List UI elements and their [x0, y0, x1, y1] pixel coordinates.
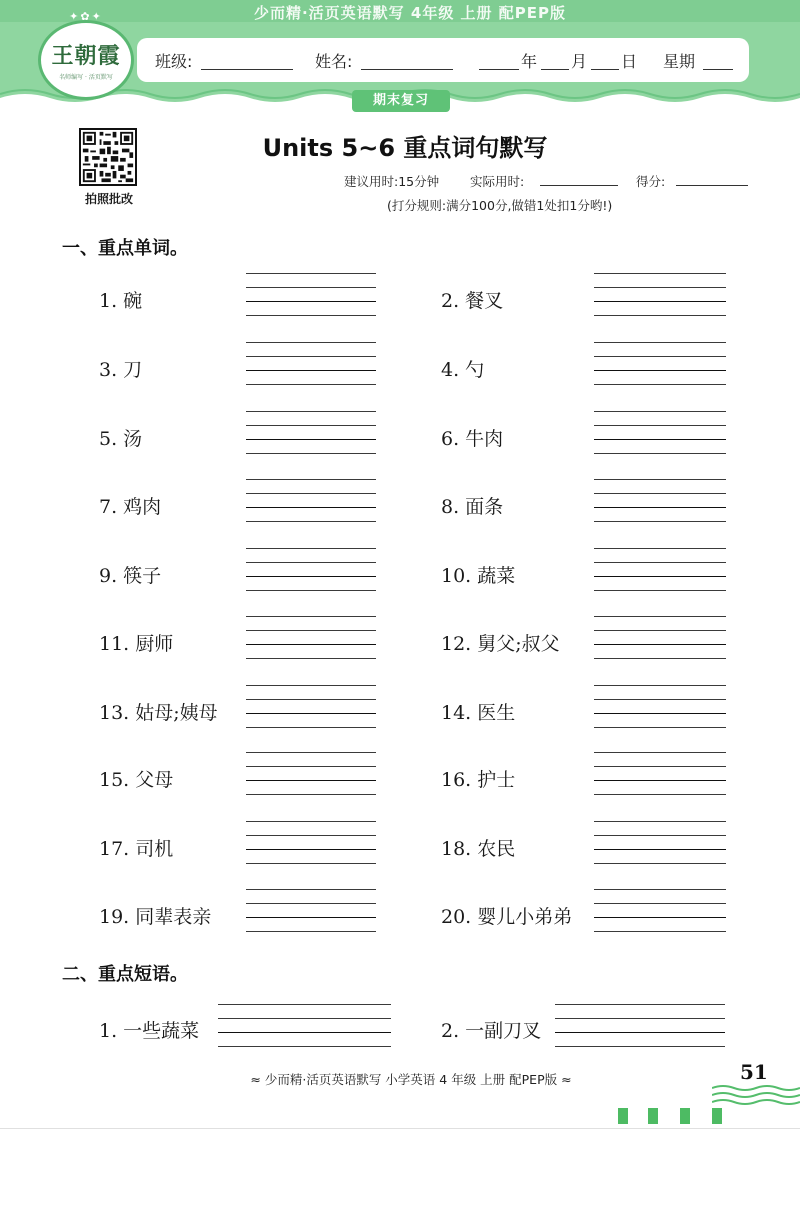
footer-divider: [0, 1128, 800, 1129]
answer-lines[interactable]: [594, 411, 726, 455]
year-field[interactable]: [479, 69, 519, 70]
answer-lines[interactable]: [246, 889, 376, 933]
word-prompt: 20. 婴儿小弟弟: [441, 906, 573, 928]
score-label: 得分:: [636, 174, 666, 189]
class-field[interactable]: [201, 69, 293, 70]
word-prompt: 18. 农民: [441, 838, 516, 860]
answer-lines[interactable]: [246, 685, 376, 729]
phrase-prompt: 1. 一些蔬菜: [99, 1020, 200, 1042]
footer-marker: [648, 1108, 658, 1124]
answer-lines[interactable]: [246, 273, 376, 317]
word-prompt: 8. 面条: [441, 496, 504, 518]
student-info-box: [137, 38, 749, 82]
week-label: 星期: [663, 52, 696, 71]
answer-lines[interactable]: [594, 616, 726, 660]
word-prompt: 12. 舅父;叔父: [441, 633, 560, 655]
word-prompt: 3. 刀: [99, 359, 143, 381]
word-prompt: 4. 勺: [441, 359, 485, 381]
word-prompt: 11. 厨师: [99, 633, 174, 655]
name-label: 姓名:: [315, 52, 353, 71]
month-field[interactable]: [541, 69, 569, 70]
section-tag: 期末复习: [352, 90, 450, 112]
week-field[interactable]: [703, 69, 733, 70]
answer-lines[interactable]: [594, 752, 726, 796]
answer-lines[interactable]: [218, 1004, 391, 1048]
answer-lines[interactable]: [246, 342, 376, 386]
score-field[interactable]: [676, 185, 748, 186]
answer-lines[interactable]: [594, 273, 726, 317]
section1-heading: 一、重点单词。: [62, 238, 188, 259]
actual-time-label: 实际用时:: [470, 174, 525, 189]
word-prompt: 15. 父母: [99, 769, 174, 791]
answer-lines[interactable]: [594, 342, 726, 386]
scoring-rule: (打分规则:满分100分,做错1处扣1分哟!): [387, 198, 613, 213]
word-prompt: 16. 护士: [441, 769, 516, 791]
answer-lines[interactable]: [594, 821, 726, 865]
section2-heading: 二、重点短语。: [62, 964, 188, 985]
word-prompt: 19. 同辈表亲: [99, 906, 212, 928]
footer-text: ≈ 少而精·活页英语默写 小学英语 4 年级 上册 配PEP版 ≈: [250, 1072, 572, 1087]
day-label: 日: [621, 52, 638, 71]
footer-marker: [680, 1108, 690, 1124]
crown-icon: ✦✿✦: [69, 10, 103, 23]
word-prompt: 13. 姑母;姨母: [99, 702, 218, 724]
logo-subtitle: 名师编写 · 活页默写: [59, 74, 113, 81]
footer-marker: [712, 1108, 722, 1124]
name-field[interactable]: [361, 69, 453, 70]
word-prompt: 5. 汤: [99, 428, 143, 450]
answer-lines[interactable]: [246, 548, 376, 592]
answer-lines[interactable]: [555, 1004, 725, 1048]
footer-wave-icon: [712, 1084, 800, 1106]
answer-lines[interactable]: [594, 479, 726, 523]
class-label: 班级:: [155, 52, 193, 71]
answer-lines[interactable]: [246, 752, 376, 796]
word-prompt: 9. 筷子: [99, 565, 162, 587]
page-title: Units 5~6 重点词句默写: [262, 134, 548, 162]
brand-logo: [38, 20, 134, 100]
footer-marker: [618, 1108, 628, 1124]
word-prompt: 14. 医生: [441, 702, 516, 724]
series-title: 少而精·活页英语默写 4年级 上册 配PEP版: [253, 4, 567, 22]
day-field[interactable]: [591, 69, 619, 70]
answer-lines[interactable]: [594, 685, 726, 729]
word-prompt: 17. 司机: [99, 838, 174, 860]
year-label: 年: [521, 52, 538, 71]
month-label: 月: [571, 52, 588, 71]
qr-code-icon[interactable]: [79, 128, 137, 186]
answer-lines[interactable]: [594, 548, 726, 592]
word-prompt: 6. 牛肉: [441, 428, 504, 450]
page-number: 51: [740, 1060, 768, 1084]
answer-lines[interactable]: [246, 479, 376, 523]
answer-lines[interactable]: [246, 616, 376, 660]
word-prompt: 1. 碗: [99, 290, 143, 312]
phrase-prompt: 2. 一副刀叉: [441, 1020, 542, 1042]
logo-text: 王朝霞: [51, 43, 121, 69]
answer-lines[interactable]: [594, 889, 726, 933]
answer-lines[interactable]: [246, 411, 376, 455]
qr-label: 拍照批改: [84, 192, 133, 206]
word-prompt: 7. 鸡肉: [99, 496, 162, 518]
suggested-time: 建议用时:15分钟: [344, 174, 440, 189]
actual-time-field[interactable]: [540, 185, 618, 186]
word-prompt: 10. 蔬菜: [441, 565, 516, 587]
word-prompt: 2. 餐叉: [441, 290, 504, 312]
answer-lines[interactable]: [246, 821, 376, 865]
